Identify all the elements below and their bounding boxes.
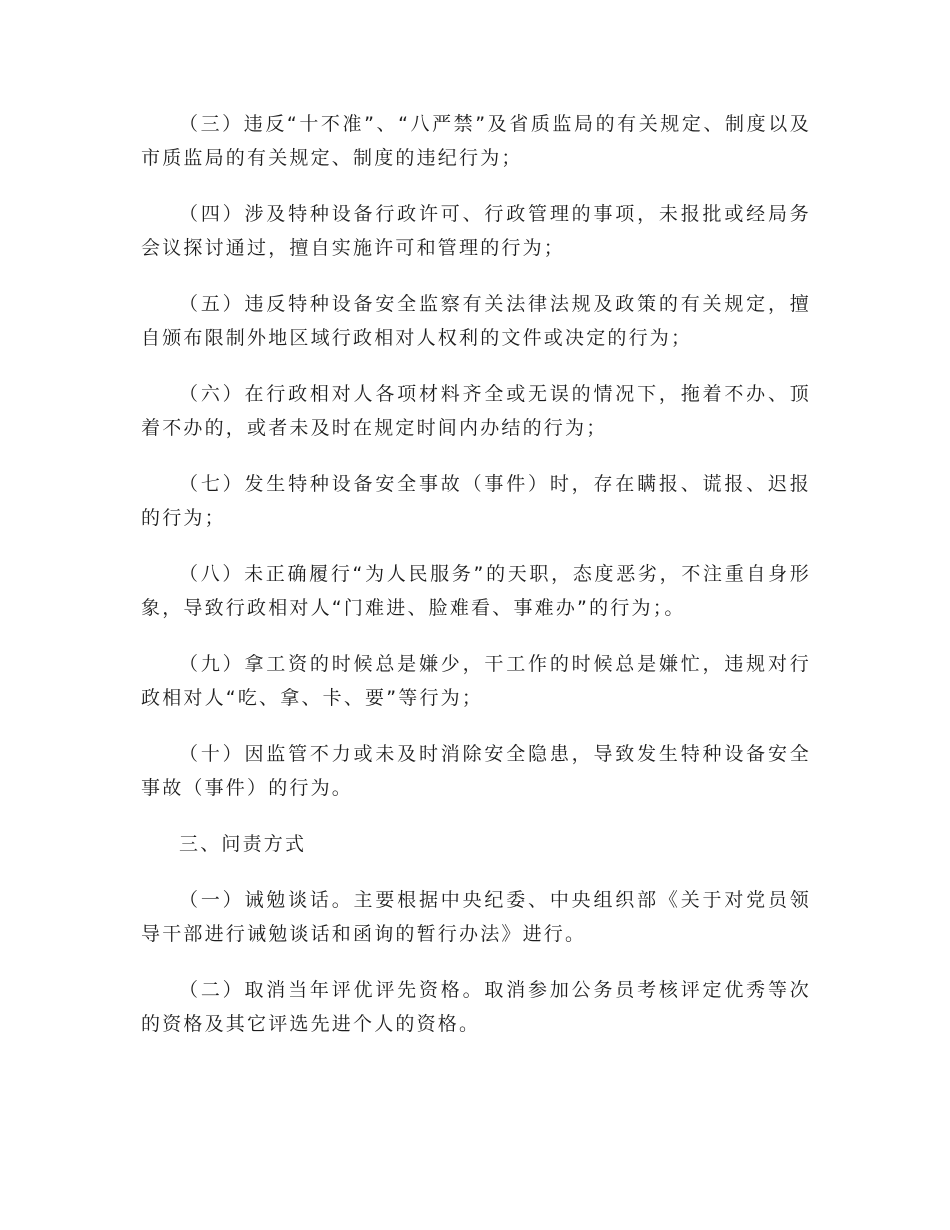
- paragraph-item-9: （九）拿工资的时候总是嫌少，干工作的时候总是嫌忙，违规对行政相对人“吃、拿、卡、要”等行为；: [141, 653, 811, 709]
- paragraph-item-6: （六）在行政相对人各项材料齐全或无误的情况下，拖着不办、顶着不办的，或者未及时在规定时间内办结的行为；: [141, 383, 811, 439]
- paragraph-item-10: （十）因监管不力或未及时消除安全隐患，导致发生特种设备安全事故（事件）的行为。: [141, 743, 811, 799]
- paragraph-item-8: （八）未正确履行“为人民服务”的天职，态度恶劣，不注重自身形象，导致行政相对人“门难进、脸难看、事难办”的行为；。: [141, 563, 811, 619]
- paragraph-item-3: （三）违反“十不准”、“八严禁”及省质监局的有关规定、制度以及市质监局的有关规定、制度的违纪行为；: [141, 113, 811, 169]
- section-heading: 三、问责方式: [179, 833, 307, 855]
- paragraph-item-4: （四）涉及特种设备行政许可、行政管理的事项，未报批或经局务会议探讨通过，擅自实施许可和管理的行为；: [141, 203, 811, 259]
- section-paragraph-1: （一）诫勉谈话。主要根据中央纪委、中央组织部《关于对党员领导干部进行诫勉谈话和函询的暂行办法》进行。: [141, 889, 811, 945]
- paragraph-item-7: （七）发生特种设备安全事故（事件）时，存在瞒报、谎报、迟报的行为；: [141, 473, 811, 529]
- paragraph-item-5: （五）违反特种设备安全监察有关法律法规及政策的有关规定，擅自颁布限制外地区域行政相对人权利的文件或决定的行为；: [141, 293, 811, 349]
- document-body: [141, 107, 811, 1063]
- section-paragraph-2: （二）取消当年评优评先资格。取消参加公务员考核评定优秀等次的资格及其它评选先进个人的资格。: [141, 979, 811, 1035]
